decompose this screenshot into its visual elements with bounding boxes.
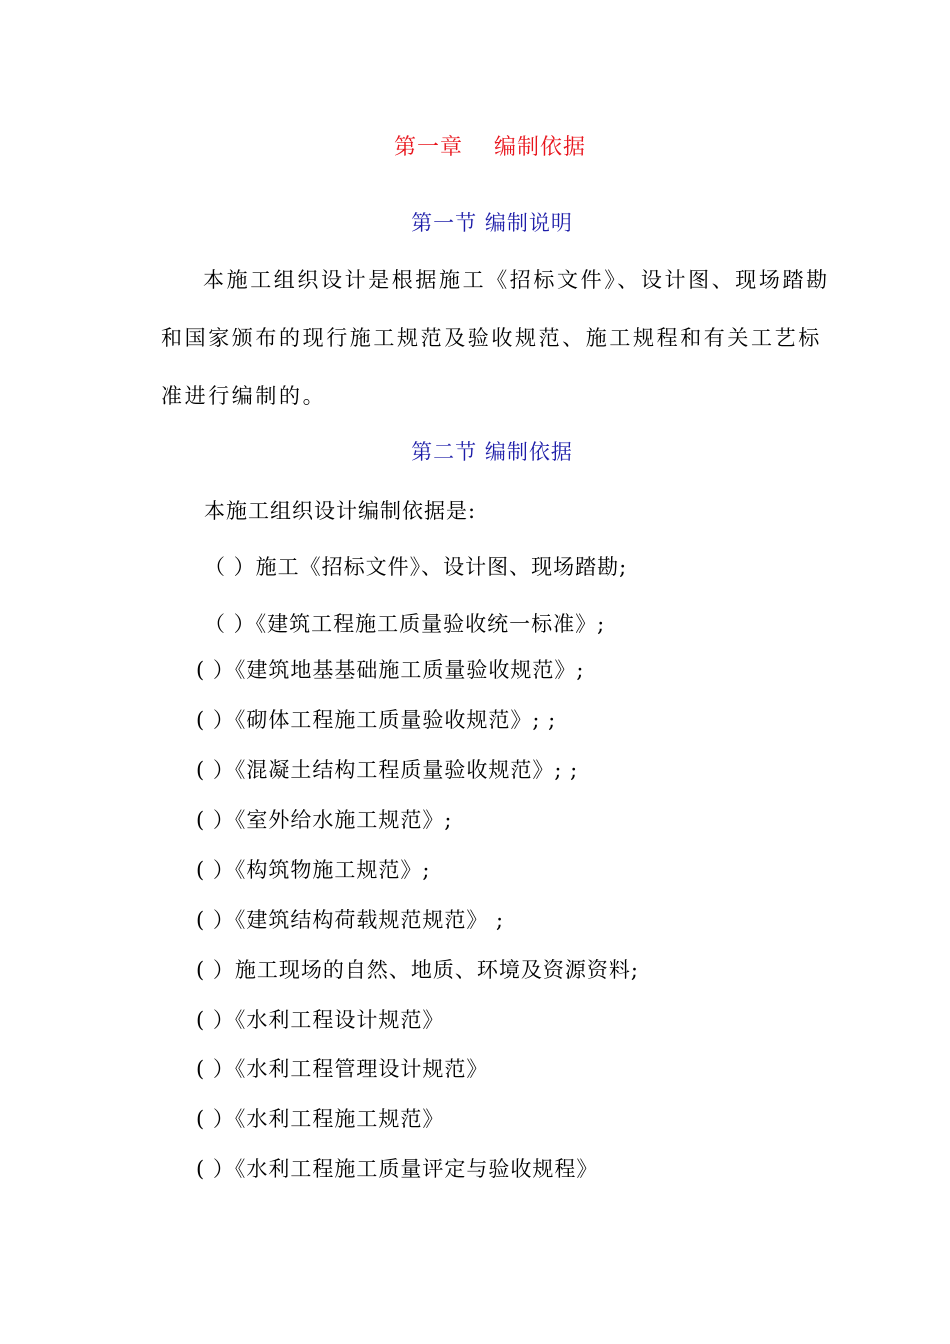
list-item: ( ）施工现场的自然、地质、环境及资源资料; — [196, 958, 639, 982]
section1-paragraph: 本施工组织设计是根据施工《招标文件》、设计图、现场踏勘和国家颁布的现行施工规范及验收规范、施工规程和有关工艺标准进行编制的。 — [161, 268, 830, 408]
list-item: ( ）《室外给水施工规范》; — [196, 808, 453, 832]
list-item: ( ）《构筑物施工规范》; — [196, 858, 431, 882]
list-item: ( ）《水利工程施工质量评定与验收规程》 — [196, 1157, 599, 1181]
list-item: ( ）《水利工程设计规范》 — [196, 1008, 445, 1032]
section2-intro: 本施工组织设计编制依据是: — [204, 499, 477, 523]
list-item: ( ）《水利工程施工规范》 — [196, 1107, 445, 1131]
chapter-title: 第一章 编制依据 — [394, 135, 586, 160]
list-item: （ ）《建筑工程施工质量验收统一标准》; — [204, 612, 606, 636]
list-item: ( ）《混凝土结构工程质量验收规范》; ; — [196, 758, 579, 782]
list-item: ( ）《建筑地基基础施工质量验收规范》; — [196, 658, 585, 682]
list-item: （ ）施工《招标文件》、设计图、现场踏勘; — [204, 555, 628, 579]
list-item: ( ）《建筑结构荷载规范规范》 ; — [196, 908, 505, 932]
list-item: ( ）《砌体工程施工质量验收规范》; ; — [196, 708, 557, 732]
list-item: ( ）《水利工程管理设计规范》 — [196, 1057, 489, 1081]
section-title-2: 第二节 编制依据 — [411, 440, 573, 464]
section-title-1: 第一节 编制说明 — [411, 211, 573, 235]
